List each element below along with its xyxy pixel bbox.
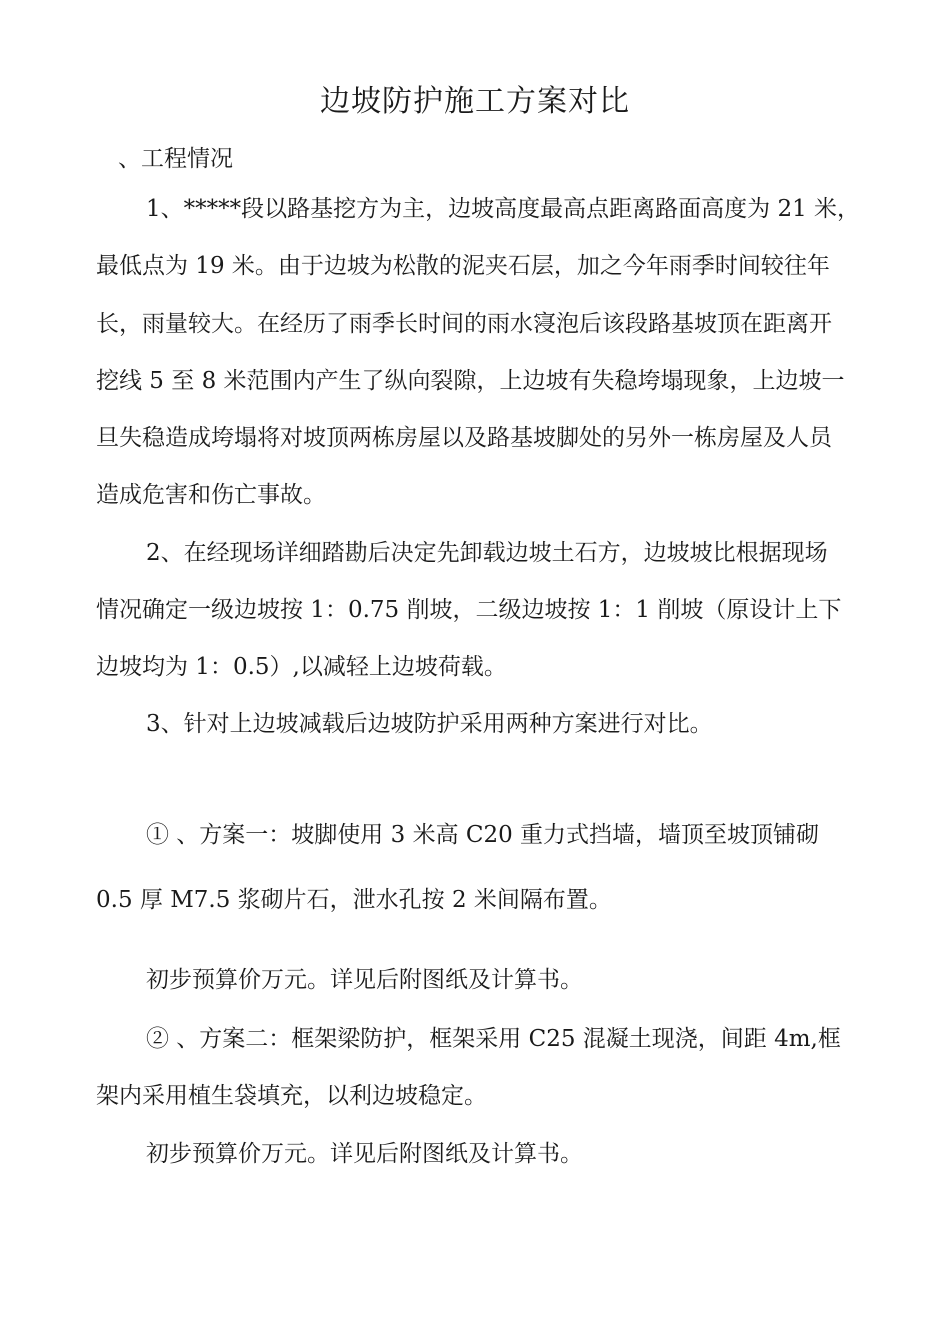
paragraph-line: 情况确定一级边坡按 1：0.75 削坡，二级边坡按 1：1 削坡（原设计上下 [96,597,842,623]
plan-line: 架内采用植生袋填充，以利边坡稳定。 [96,1083,487,1109]
plan-line: ① 、方案一：坡脚使用 3 米高 C20 重力式挡墙，墙顶至坡顶铺砌 [146,822,820,848]
paragraph-line: 旦失稳造成垮塌将对坡顶两栋房屋以及路基坡脚处的另外一栋房屋及人员 [96,425,832,451]
plan-line: 0.5 厚 M7.5 浆砌片石，泄水孔按 2 米间隔布置。 [96,887,612,913]
paragraph-line: 长，雨量较大。在经历了雨季长时间的雨水寖泡后该段路基坡顶在距离开 [96,311,832,337]
plan-2-budget: 初步预算价万元。详见后附图纸及计算书。 [146,1141,583,1167]
section-heading: 、工程情况 [118,146,233,172]
plan-1-budget: 初步预算价万元。详见后附图纸及计算书。 [146,967,583,993]
paragraph-line: 最低点为 19 米。由于边坡为松散的泥夹石层，加之今年雨季时间较往年 [96,253,830,279]
plan-line: ② 、方案二：框架梁防护，框架采用 C25 混凝土现浇，间距 4m,框 [146,1026,841,1052]
paragraph-line: 挖线 5 至 8 米范围内产生了纵向裂隙，上边坡有失稳垮塌现象，上边坡一 [96,368,845,394]
paragraph-line: 1、*****段以路基挖方为主，边坡高度最高点距离路面高度为 21 米， [146,196,861,222]
paragraph-line: 2、在经现场详细踏勘后决定先卸载边坡土石方，边坡坡比根据现场 [146,540,828,566]
paragraph-line: 造成危害和伤亡事故。 [96,482,326,508]
document-title: 边坡防护施工方案对比 [320,84,630,119]
paragraph-3: 3、针对上边坡减载后边坡防护采用两种方案进行对比。 [146,711,713,737]
paragraph-line: 边坡均为 1：0.5）,以减轻上边坡荷载。 [96,654,507,680]
